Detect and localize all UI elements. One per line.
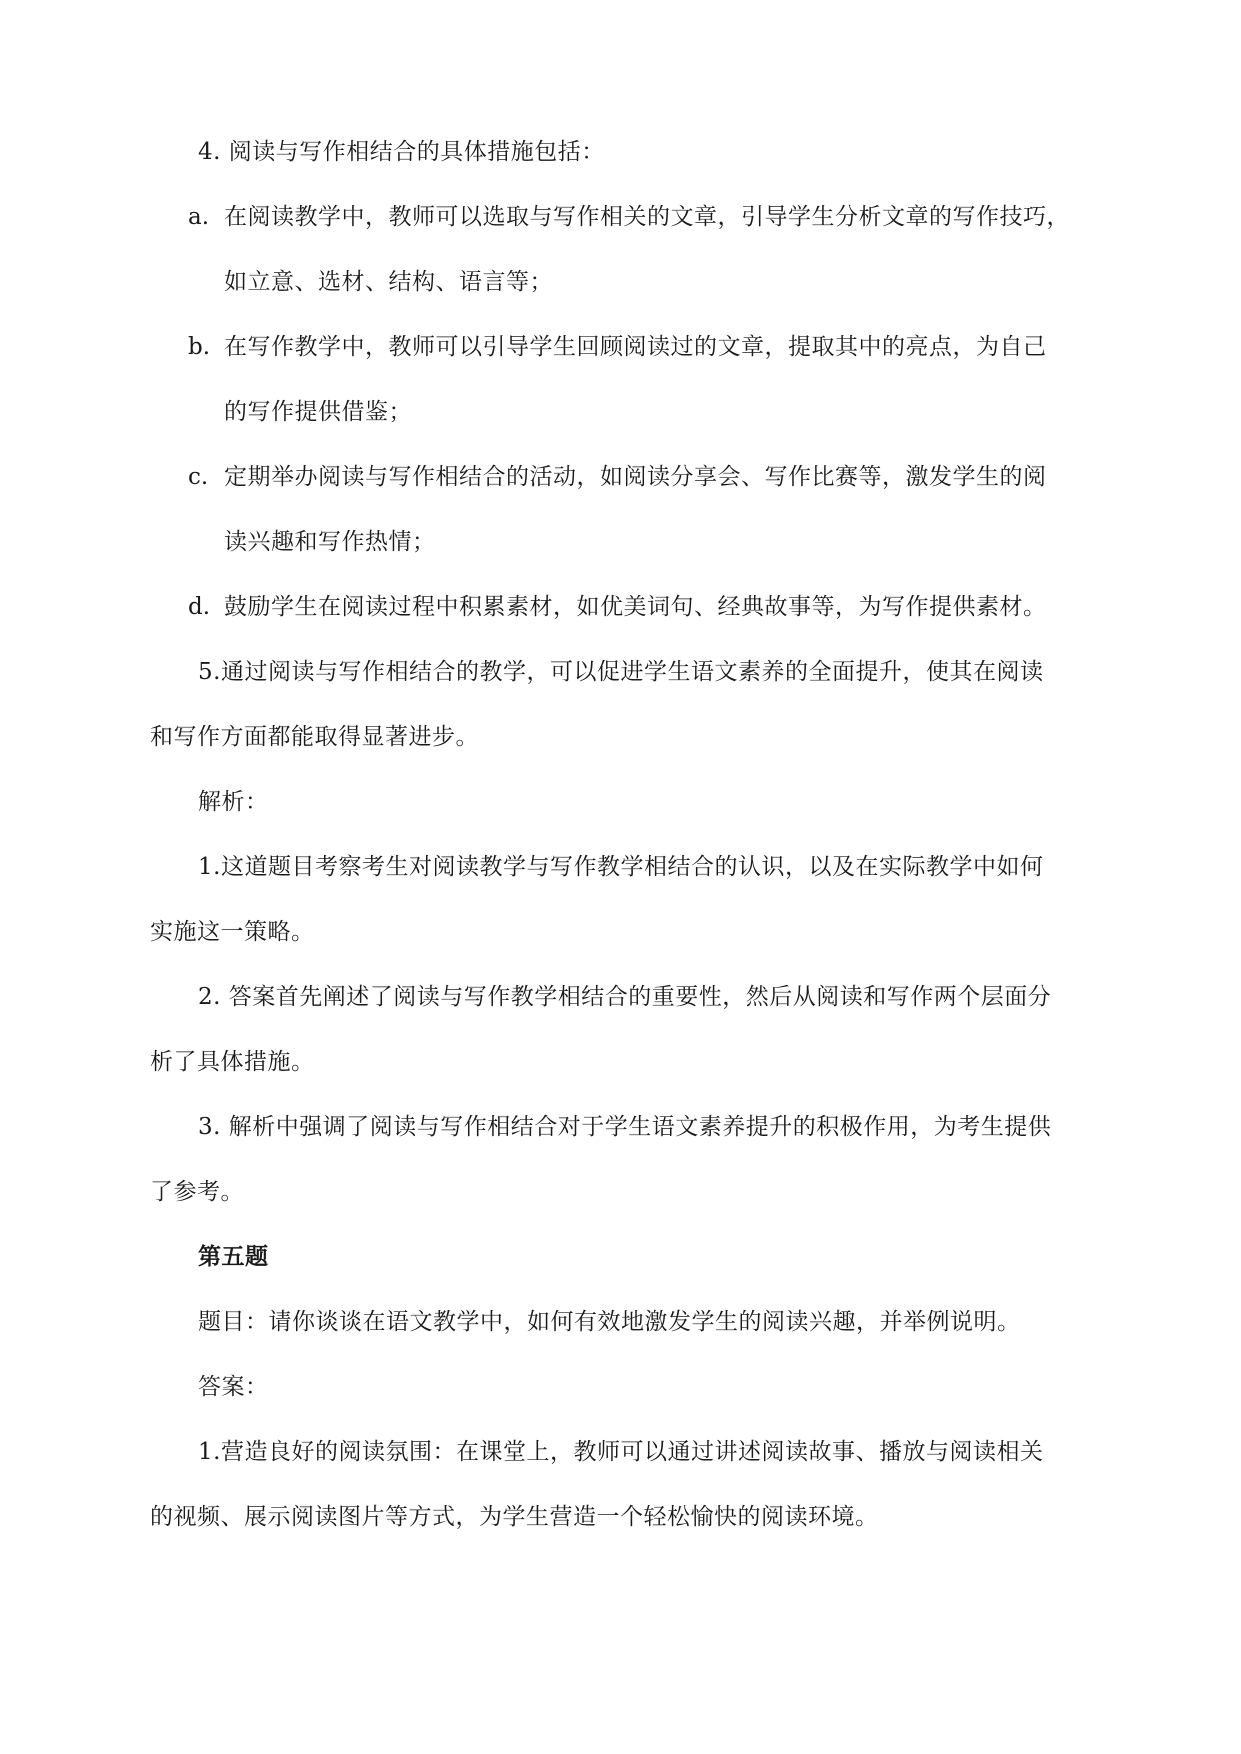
section-title: 第五题 — [198, 1244, 269, 1270]
analysis-3-line1: 3. 解析中强调了阅读与写作相结合对于学生语文素养提升的积极作用，为考生提供 — [198, 1114, 1052, 1140]
analysis-1-line2: 实施这一策略。 — [150, 919, 315, 945]
list-item-c-line2: 读兴趣和写作热情； — [224, 529, 436, 555]
list-marker-b: b. — [188, 334, 211, 360]
list-marker-a: a. — [188, 204, 210, 230]
answer-1-line2: 的视频、展示阅读图片等方式，为学生营造一个轻松愉快的阅读环境。 — [150, 1504, 879, 1530]
list-item-c-line1: 定期举办阅读与写作相结合的活动，如阅读分享会、写作比赛等，激发学生的阅 — [224, 464, 1047, 490]
answer-label: 答案： — [198, 1374, 269, 1400]
analysis-3-line2: 了参考。 — [150, 1179, 244, 1205]
list-item-b-line2: 的写作提供借鉴； — [224, 399, 412, 425]
answer-1-line1: 1.营造良好的阅读氛围：在课堂上，教师可以通过讲述阅读故事、播放与阅读相关 — [198, 1439, 1044, 1465]
list-item-a-line1: 在阅读教学中，教师可以选取与写作相关的文章，引导学生分析文章的写作技巧， — [224, 204, 1070, 230]
item4-heading: 4. 阅读与写作相结合的具体措施包括： — [198, 139, 605, 165]
list-marker-d: d. — [188, 594, 211, 620]
item5-line2: 和写作方面都能取得显著进步。 — [150, 724, 479, 750]
analysis-1-line1: 1.这道题目考察考生对阅读教学与写作教学相结合的认识，以及在实际教学中如何 — [198, 854, 1044, 880]
list-item-a-line2: 如立意、选材、结构、语言等； — [224, 269, 553, 295]
item5-line1: 5.通过阅读与写作相结合的教学，可以促进学生语文素养的全面提升，使其在阅读 — [198, 659, 1044, 685]
analysis-2-line1: 2. 答案首先阐述了阅读与写作教学相结合的重要性，然后从阅读和写作两个层面分 — [198, 984, 1052, 1010]
list-item-d-line1: 鼓励学生在阅读过程中积累素材，如优美词句、经典故事等，为写作提供素材。 — [224, 594, 1047, 620]
list-item-b-line1: 在写作教学中，教师可以引导学生回顾阅读过的文章，提取其中的亮点，为自己 — [224, 334, 1047, 360]
question-text: 题目：请你谈谈在语文教学中，如何有效地激发学生的阅读兴趣，并举例说明。 — [198, 1309, 1021, 1335]
list-marker-c: c. — [188, 464, 209, 490]
analysis-2-line2: 析了具体措施。 — [150, 1049, 315, 1075]
analysis-label: 解析： — [198, 789, 269, 815]
